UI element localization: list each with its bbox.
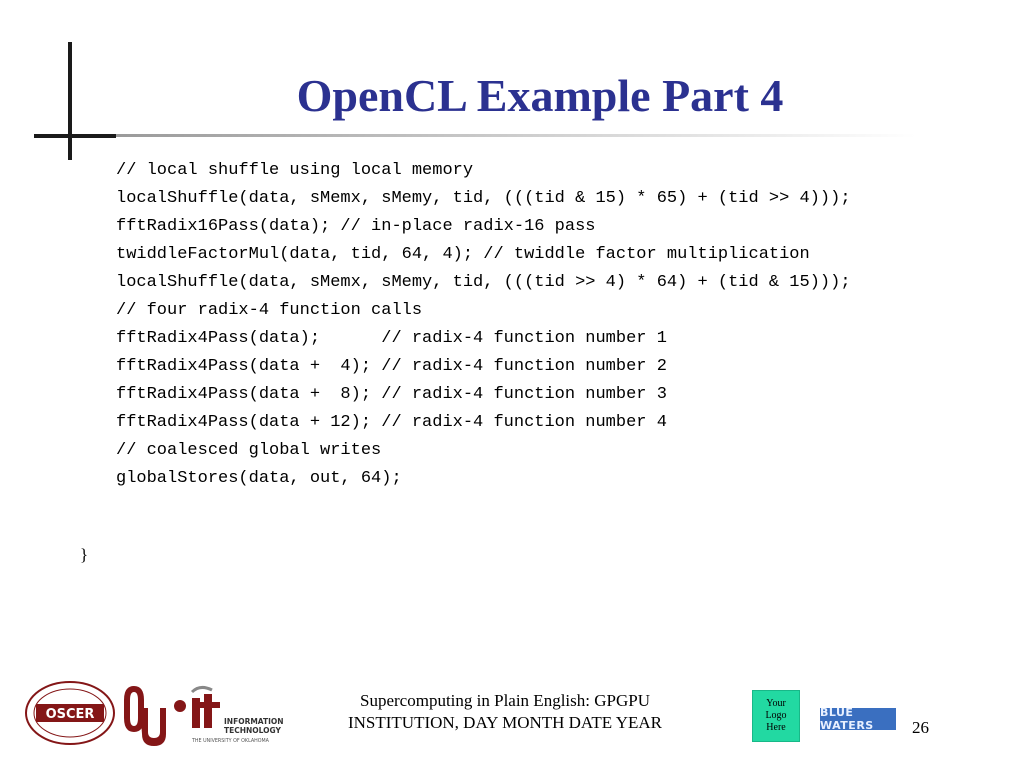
decorative-vertical-line — [68, 42, 72, 160]
oscer-seal-icon — [24, 680, 116, 746]
closing-brace: } — [80, 545, 89, 564]
code-line: fftRadix4Pass(data + 12); // radix-4 function number 4 — [116, 413, 667, 432]
it-logo-text-1: INFORMATION — [224, 717, 284, 726]
oscer-logo-text: OSCER — [45, 707, 95, 722]
page-number: 26 — [912, 718, 929, 737]
code-line: twiddleFactorMul(data, tid, 64, 4); // twiddle factor multiplication — [116, 245, 810, 264]
code-block — [116, 158, 946, 494]
your-logo-placeholder: Your Logo Here — [752, 690, 800, 742]
code-line: localShuffle(data, sMemx, sMemy, tid, (((tid >> 4) * 64) + (tid & 15))); — [116, 273, 851, 292]
footer-line-2: INSTITUTION, DAY MONTH DATE YEAR — [347, 713, 662, 732]
it-logo-text-2: TECHNOLOGY — [224, 726, 281, 735]
code-line: // four radix-4 function calls — [116, 301, 423, 320]
footer-line-1: Supercomputing in Plain English: GPGPU — [360, 691, 650, 710]
ou-logo-icon — [118, 680, 166, 748]
blue-waters-logo-icon: BLUE WATERS — [820, 708, 896, 730]
decorative-gradient-rule — [116, 134, 916, 137]
code-line: fftRadix16Pass(data); // in-place radix-16 pass — [116, 217, 596, 236]
code-line: fftRadix4Pass(data); // radix-4 function number 1 — [116, 329, 667, 348]
code-line: fftRadix4Pass(data + 8); // radix-4 function number 3 — [116, 385, 667, 404]
code-line: localShuffle(data, sMemx, sMemy, tid, (((tid & 15) * 65) + (tid >> 4))); — [116, 189, 851, 208]
ou-it-logo-icon — [170, 680, 290, 746]
decorative-horizontal-line — [34, 134, 116, 138]
code-line: fftRadix4Pass(data + 4); // radix-4 function number 2 — [116, 357, 667, 376]
slide-title: OpenCL Example Part 4 — [296, 70, 784, 121]
code-line: // coalesced global writes — [116, 441, 382, 460]
footer-text — [300, 690, 710, 734]
code-line: // local shuffle using local memory — [116, 161, 474, 180]
it-logo-text-3: THE UNIVERSITY OF OKLAHOMA — [192, 739, 269, 744]
code-line: globalStores(data, out, 64); — [116, 469, 402, 488]
